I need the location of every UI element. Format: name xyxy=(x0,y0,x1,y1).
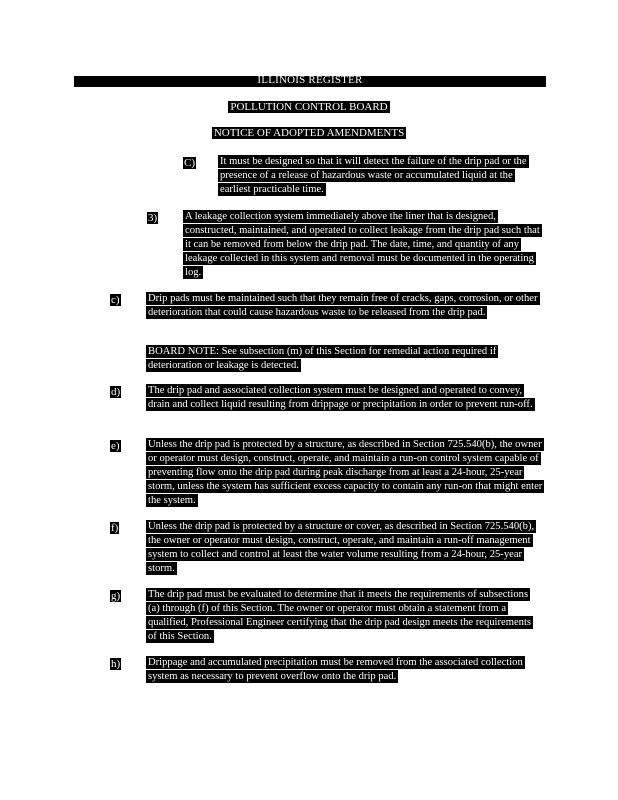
item-label-e: e) xyxy=(111,440,120,452)
item-text-e: Unless the drip pad is protected by a structure, as described in Section 725.540(b), the owner or operator must design, construct, operate, and maintain a run-on control system capable of preventing flow onto the drip pad during peak discharge from at least a 24-hour, 25-year storm, unless the system has sufficient excess capacity to contain any run-on that might enter the system. xyxy=(148,439,543,506)
item-label-3: 3) xyxy=(148,212,158,224)
notice-title: NOTICE OF ADOPTED AMENDMENTS xyxy=(213,127,405,139)
item-label-c: c) xyxy=(111,294,120,306)
item-text-3: A leakage collection system immediately above the liner that is designed, constructed, maintained, and operated to collect leakage from the drip pad such that it can be removed from below the drip pad. The date, time, and quantity of any leakage collected in this system and removal must be documented in the operating log. xyxy=(185,211,540,278)
item-text-g: The drip pad must be evaluated to determine that it meets the requirements of subsections (a) through (f) of this Section. The owner or operator must obtain a statement from a qualified, Professional Engineer certifying that the drip pad design meets the requirements of this Section. xyxy=(148,589,532,642)
item-text-C: It must be designed so that it will detect the failure of the drip pad or the presence of a release of hazardous waste or accumulated liquid at the earliest practicable time. xyxy=(220,156,527,195)
item-label-g: g) xyxy=(111,590,121,602)
item-label-f: f) xyxy=(111,522,119,534)
item-label-h: h) xyxy=(111,658,121,670)
board-title: POLLUTION CONTROL BOARD xyxy=(230,101,388,113)
item-text-f: Unless the drip pad is protected by a structure or cover, as described in Section 725.540(b), the owner or operator must design, construct, operate, and maintain a run-off management system to collect and control at least the water volume resulting from a 24-hour, 25-year storm. xyxy=(148,521,535,574)
item-text-c: Drip pads must be maintained such that they remain free of cracks, gaps, corrosion, or other deterioration that could cause hazardous waste to be released from the drip pad. xyxy=(148,293,538,318)
header-rule xyxy=(74,86,546,87)
item-text-h: Drippage and accumulated precipitation must be removed from the associated collection system as necessary to prevent overflow onto the drip pad. xyxy=(148,657,523,682)
register-title: ILLINOIS REGISTER xyxy=(257,74,363,86)
item-text-d: The drip pad and associated collection system must be designed and operated to convey, drain and collect liquid resulting from drippage or precipitation in order to prevent run-off. xyxy=(148,385,533,410)
item-label-d: d) xyxy=(111,386,121,398)
item-label-C: C) xyxy=(184,157,195,169)
board-note: BOARD NOTE: See subsection (m) of this Section for remedial action required if deterioration or leakage is detected. xyxy=(148,346,497,371)
